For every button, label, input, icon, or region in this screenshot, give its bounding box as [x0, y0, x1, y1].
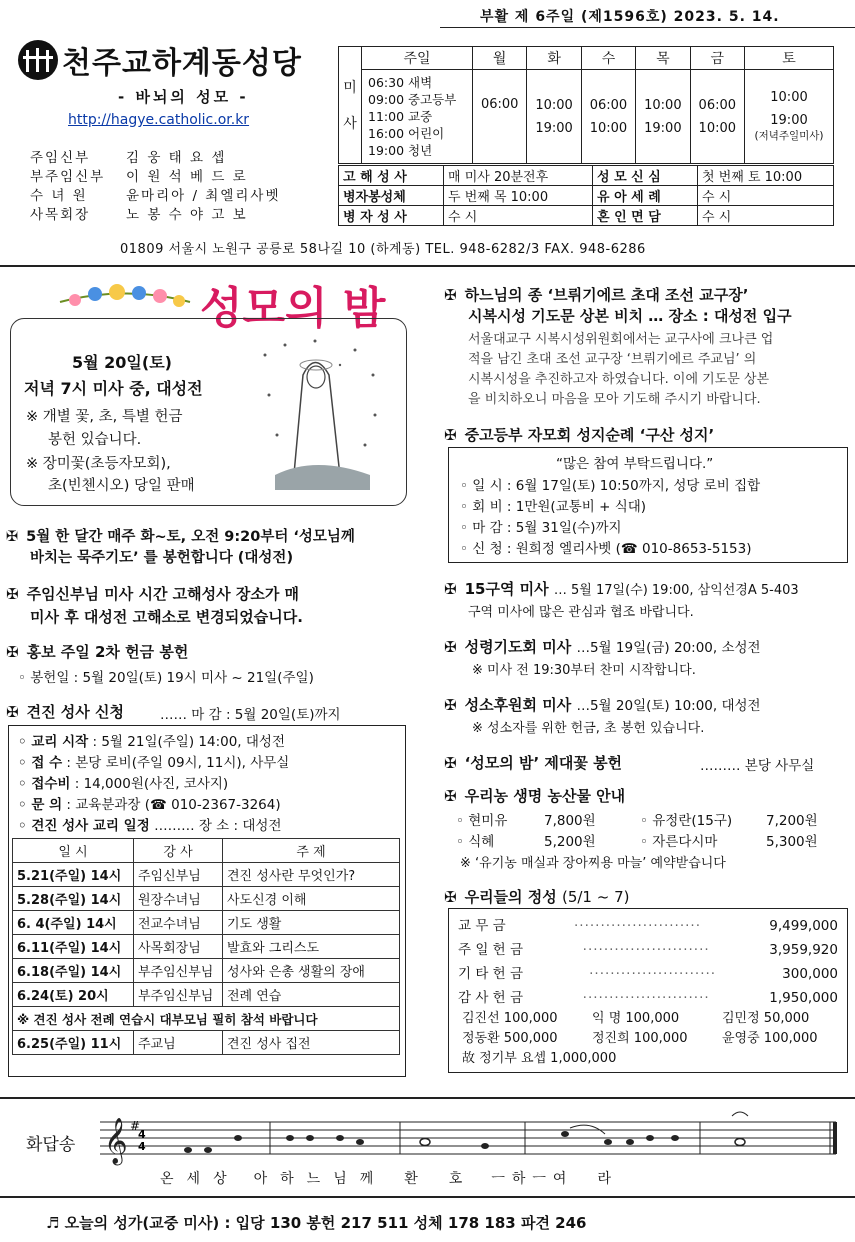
confirm-item: ◦ 교리 시작 : 5월 21일(주일) 14:00, 대성전 — [18, 734, 285, 750]
district-title: ✠ 15구역 미사 … 5월 17일(수) 19:00, 삼익선경A 5-403 — [444, 580, 799, 598]
bullet-cross-icon: ✠ — [444, 286, 457, 304]
offering-title: ✠ 우리들의 정성 (5/1 ~ 7) — [444, 888, 630, 906]
flower-info: ……… 본당 사무실 — [700, 758, 815, 774]
offering-row: 주 일 헌 금 ························ 3,959,920 — [458, 942, 838, 958]
svg-text:𝄞: 𝄞 — [104, 1118, 128, 1164]
bullet-cross-icon: ✠ — [444, 580, 457, 598]
banner-note: 봉헌 있습니다. — [48, 432, 142, 448]
banner-note: ※ 장미꽃(초등자모회), — [26, 456, 171, 472]
flower-garland-icon — [55, 280, 195, 320]
svg-text:4: 4 — [138, 1140, 146, 1153]
mary-illustration-icon — [255, 335, 385, 495]
offering-list — [458, 914, 838, 1010]
header-rule — [440, 27, 855, 28]
staff-row: 사목회장 노 봉 수 야 고 보 — [30, 207, 248, 223]
issue-line: 부활 제 6주일 (제1596호) 2023. 5. 14. — [480, 9, 780, 25]
banner-note: ※ 개별 꽃, 초, 특별 헌금 — [26, 409, 183, 425]
church-name: 천주교하계동성당 — [62, 46, 302, 81]
mass-tue: 10:00 19:00 — [527, 70, 581, 164]
beatif-title: ✠ 하느님의 종 ‘브뤼기에르 초대 조선 교구장’ 시복시성 기도문 상본 비치 … 장소 : 대성전 입구 — [444, 286, 792, 325]
farm-title: ✠ 우리농 생명 농산물 안내 — [444, 787, 626, 805]
banner-title: 성모의 밤 — [200, 283, 386, 334]
promo-title: ✠ 홍보 주일 2차 헌금 봉헌 — [6, 643, 189, 661]
church-url-link[interactable]: http://hagye.catholic.or.kr — [68, 112, 250, 128]
table-row: 6.25(주일) 11시 주교님 견진 성사 집전 — [13, 1031, 400, 1055]
table-row: 6.11(주일) 14시 사목회장님 발효와 그리스도 — [13, 935, 400, 959]
flower-title: ✠ ‘성모의 밤’ 제대꽃 봉헌 — [444, 754, 623, 772]
banner-date: 5월 20일(토) — [72, 353, 172, 372]
spirit-text: ※ 미사 전 19:30부터 찬미 시작합니다. — [472, 663, 696, 678]
church-logo-icon — [18, 40, 58, 80]
mass-header: 화 — [527, 47, 581, 70]
psalm-staff-icon — [100, 1108, 840, 1168]
staff-row: 주임신부 김 웅 태 요 셉 — [30, 150, 227, 166]
mass-header: 주일 — [362, 47, 473, 70]
vocation-text: ※ 성소자를 위한 헌금, 초 봉헌 있습니다. — [472, 721, 705, 736]
table-row: 5.21(주일) 14시 주임신부님 견진 성사란 무엇인가? — [13, 863, 400, 887]
spirit-title: ✠ 성령기도회 미사 …5월 19일(금) 20:00, 소성전 — [444, 638, 761, 656]
beatif-text: 서울대교구 시복시성위원회에서는 교구사에 크나큰 업 적을 남긴 초대 조선 교구장 ‘브뤼기에르 주교님’ 의 시복시성을 추진하고자 하였습니다. 이에 기도문 상본 을 비치하오니 마음을 모아 기도해 주시기 바랍니다. — [468, 332, 774, 407]
vocation-title: ✠ 성소후원회 미사 …5월 20일(토) 10:00, 대성전 — [444, 696, 761, 714]
banner-note: 초(빈첸시오) 당일 판매 — [48, 478, 195, 494]
church-subtitle: - 바뇌의 성모 - — [118, 88, 249, 106]
bullet-cross-icon: ✠ — [444, 754, 457, 772]
mass-sat: 10:00 19:00 (저녁주일미사) — [745, 70, 834, 164]
offering-row: 기 타 헌 금 ························ 300,000 — [458, 966, 838, 982]
confirm-title: ✠ 견진 성사 신청 — [6, 703, 124, 721]
confirm-schedule-table: 일 시 강 사 주 제 5.21(주일) 14시 주임신부님 견진 성사란 무엇인가? 5.28(주일) 14시 원장수녀님 사도신경 이해 6. 4(주일) 14시 전교수녀님 기도 생활 6.11(주일) 14시 사목회장님 발효와 그리스도 6.18(주일) 14시 부주임신부님 성사와 은총 생활의 장애 6.24(토) 20시 부주임신부님 전례 연습 ※ 견진 성사 전례 연습시 대부모님 필히 참석 바랍니다 6.25(주일) 11시 주교님 견진 성사 집전 — [12, 838, 400, 1055]
confirm-item: ◦ 견진 성사 교리 일정 ……… 장 소 : 대성전 — [18, 818, 282, 834]
bullet-cross-icon: ✠ — [444, 426, 457, 444]
todays-hymns: ♬ 오늘의 성가(교중 미사) : 입당 130 봉헌 217 511 성체 178 183 파견 246 — [46, 1214, 587, 1232]
mass-thu: 10:00 19:00 — [636, 70, 690, 164]
table-note-row: ※ 견진 성사 전례 연습시 대부모님 필히 참석 바랍니다 — [13, 1007, 400, 1031]
confirm-item: ◦ 접수비 : 14,000원(사진, 코사지) — [18, 776, 229, 792]
mass-header: 목 — [636, 47, 690, 70]
staff-row: 부주임신부 이 원 석 베 드 로 — [30, 169, 248, 185]
confirm-item: ◦ 문 의 : 교육분과장 (☎ 010-2367-3264) — [18, 797, 281, 813]
mass-mon: 06:00 — [473, 70, 527, 164]
svg-text:4: 4 — [138, 1128, 146, 1141]
bullet-cross-icon: ✠ — [6, 529, 19, 545]
confirm-item: ◦ 접 수 : 본당 로비(주일 09시, 11시), 사무실 — [18, 755, 290, 771]
mass-header: 월 — [473, 47, 527, 70]
psalm-bottom-rule — [0, 1196, 855, 1198]
mass-header: 금 — [690, 47, 744, 70]
header-bottom-rule — [0, 265, 855, 267]
table-row: 5.28(주일) 14시 원장수녀님 사도신경 이해 — [13, 887, 400, 911]
rosary-notice: ✠ 5월 한 달간 매주 화~토, 오전 9:20부터 ‘성모님께 바치는 묵주기도’ 를 봉헌합니다 (대성전) — [6, 529, 355, 566]
farm-note: ※ ‘유기농 매실과 장아찌용 마늘’ 예약받습니다 — [460, 856, 726, 871]
mass-fri: 06:00 10:00 — [690, 70, 744, 164]
mass-header: 토 — [745, 47, 834, 70]
table-row: 6.18(주일) 14시 부주임신부님 성사와 은총 생활의 장애 — [13, 959, 400, 983]
table-row: 6.24(토) 20시 부주임신부님 전례 연습 — [13, 983, 400, 1007]
banner-time: 저녁 7시 미사 중, 대성전 — [24, 379, 203, 398]
mass-wed: 06:00 10:00 — [581, 70, 635, 164]
svg-text:#: # — [130, 1119, 141, 1133]
offering-row: 감 사 헌 금 ························ 1,950,000 — [458, 990, 838, 1006]
pilgrim-quote: “많은 참여 부탁드립니다.” — [556, 456, 714, 472]
mass-sunday: 06:30 새벽 09:00 중고등부 11:00 교중 16:00 어린이 19:00 청년 — [362, 70, 473, 164]
psalm-label: 화답송 — [26, 1135, 76, 1155]
church-address: 01809 서울시 노원구 공릉로 58나길 10 (하계동) TEL. 948-6282/3 FAX. 948-6286 — [120, 242, 646, 257]
offering-row: 교 무 금 ························ 9,499,000 — [458, 918, 838, 934]
farm-row: ◦ 식혜 5,200원 ◦ 자른다시마 5,300원 — [456, 834, 818, 850]
mass-side-label: 미 사 — [339, 47, 362, 164]
bullet-cross-icon: ✠ — [6, 643, 19, 661]
mass-header: 수 — [581, 47, 635, 70]
donor-list: 김진선 100,000 익 명 100,000 김민정 50,000 정동환 500,000 정진희 100,000 윤영중 100,000 故 정기부 요셉 1,000,000 — [462, 1011, 818, 1066]
district-text: 구역 미사에 많은 관심과 협조 바랍니다. — [468, 605, 694, 620]
psalm-lyrics: 온 세 상 아 하 느 님 께 환 호 ㅡ 하 ㅡ 여 라 — [160, 1171, 612, 1187]
bullet-cross-icon: ✠ — [6, 585, 19, 603]
bullet-cross-icon: ✠ — [444, 888, 457, 906]
confession-notice: ✠ 주임신부님 미사 시간 고해성사 장소가 매 미사 후 대성전 고해소로 변경되었습니다. — [6, 585, 303, 626]
promo-text: ◦ 봉헌일 : 5월 20일(토) 19시 미사 ~ 21일(주일) — [18, 670, 314, 686]
bullet-cross-icon: ✠ — [6, 703, 19, 721]
psalm-top-rule — [0, 1097, 855, 1099]
mass-schedule-table — [338, 46, 834, 164]
pilgrim-items: ◦ 일 시 : 6월 17일(토) 10:50까지, 성당 로비 집합 ◦ 회 비 : 1만원(교통비 + 식대) ◦ 마 감 : 5월 31일(수)까지 ◦ 신 청 : 원희정 엘리사벳 (☎ 010-8653-5153) — [460, 478, 761, 557]
bullet-cross-icon: ✠ — [444, 787, 457, 805]
farm-row: ◦ 현미유 7,800원 ◦ 유정란(15구) 7,200원 — [456, 813, 818, 829]
bullet-cross-icon: ✠ — [444, 696, 457, 714]
table-row: 6. 4(주일) 14시 전교수녀님 기도 생활 — [13, 911, 400, 935]
bullet-cross-icon: ✠ — [444, 638, 457, 656]
staff-row: 수 녀 원 윤마리아 / 최엘리사벳 — [30, 188, 281, 204]
sacrament-info-table: 고 해 성 사 매 미사 20분전후 성 모 신 심 첫 번째 토 10:00 병자봉성체 두 번째 목 10:00 유 아 세 례 수 시 병 자 성 사 수 시 혼 인 면 담 수 시 — [338, 165, 834, 226]
pilgrim-title: ✠ 중고등부 자모회 성지순례 ‘구산 성지’ — [444, 426, 715, 444]
confirm-deadline: …… 마 감 : 5월 20일(토)까지 — [160, 707, 341, 723]
